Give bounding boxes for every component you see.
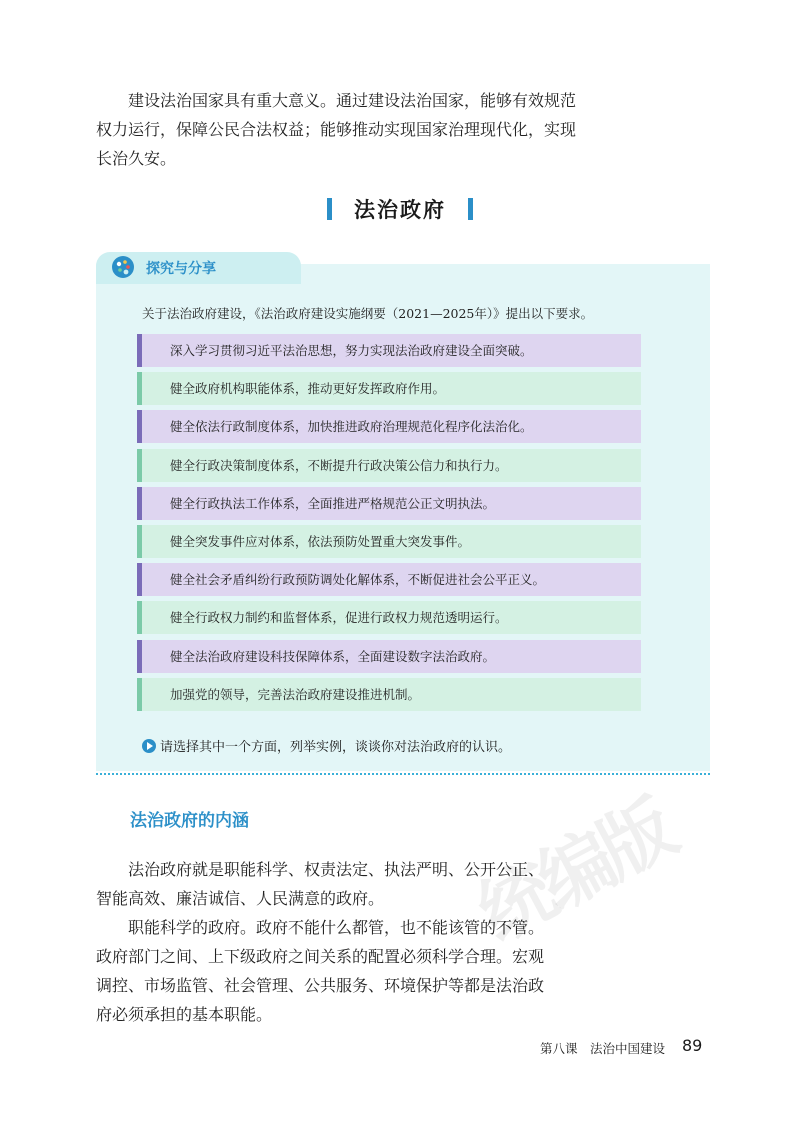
list-item: 健全行政执法工作体系，全面推进严格规范公正文明执法。 [137,487,641,520]
subsection-heading: 法治政府的内涵 [130,811,249,831]
palette-icon [111,255,135,279]
chapter-label: 第八课 法治中国建设 [540,1041,666,1056]
discussion-prompt-text: 请选择其中一个方面，列举实例，谈谈你对法治政府的认识。 [160,740,512,755]
body-paragraph: 法治政府就是职能科学、权责法定、执法严明、公开公正、智能高效、廉洁诚信、人民满意的政府。 [96,860,545,908]
intro-paragraph: 建设法治国家具有重大意义。通过建设法治国家，能够有效规范权力运行，保障公民合法权益；能够推动实现国家治理现代化，实现长治久安。 [96,91,577,168]
title-bar-left [327,198,332,220]
list-item: 健全政府机构职能体系，推动更好发挥政府作用。 [137,372,641,405]
list-item: 健全社会矛盾纠纷行政预防调处化解体系，不断促进社会公平正义。 [137,563,641,596]
explore-box-tab [96,252,301,284]
explore-box-lead: 关于法治政府建设，《法治政府建设实施纲要（2021—2025年）》提出以下要求。 [142,306,594,321]
section-title-text: 法治政府 [354,198,446,222]
list-item: 健全突发事件应对体系，依法预防处置重大突发事件。 [137,525,641,558]
explore-box-title: 探究与分享 [146,261,216,277]
list-item: 健全行政权力制约和监督体系，促进行政权力规范透明运行。 [137,601,641,634]
list-item: 健全依法行政制度体系，加快推进政府治理规范化程序化法治化。 [137,410,641,443]
page-number: 89 [682,1036,703,1055]
list-item: 健全行政决策制度体系，不断提升行政决策公信力和执行力。 [137,449,641,482]
list-item: 健全法治政府建设科技保障体系，全面建设数字法治政府。 [137,640,641,673]
page-footer [540,1036,720,1057]
list-item: 加强党的领导，完善法治政府建设推进机制。 [137,678,641,711]
title-bar-right [468,198,473,220]
watermark: 统编版 [464,786,686,959]
list-item: 深入学习贯彻习近平法治思想，努力实现法治政府建设全面突破。 [137,334,641,367]
discussion-prompt [142,736,511,755]
section-title [0,194,800,224]
body-paragraph: 职能科学的政府。政府不能什么都管，也不能该管的不管。政府部门之间、上下级政府之间关系的配置必须科学合理。宏观调控、市场监管、社会管理、公共服务、环境保护等都是法治政府必须承担的基本职能。 [96,918,545,1024]
requirements-list [137,334,641,716]
dotted-divider [96,773,710,775]
play-arrow-icon [142,739,156,753]
